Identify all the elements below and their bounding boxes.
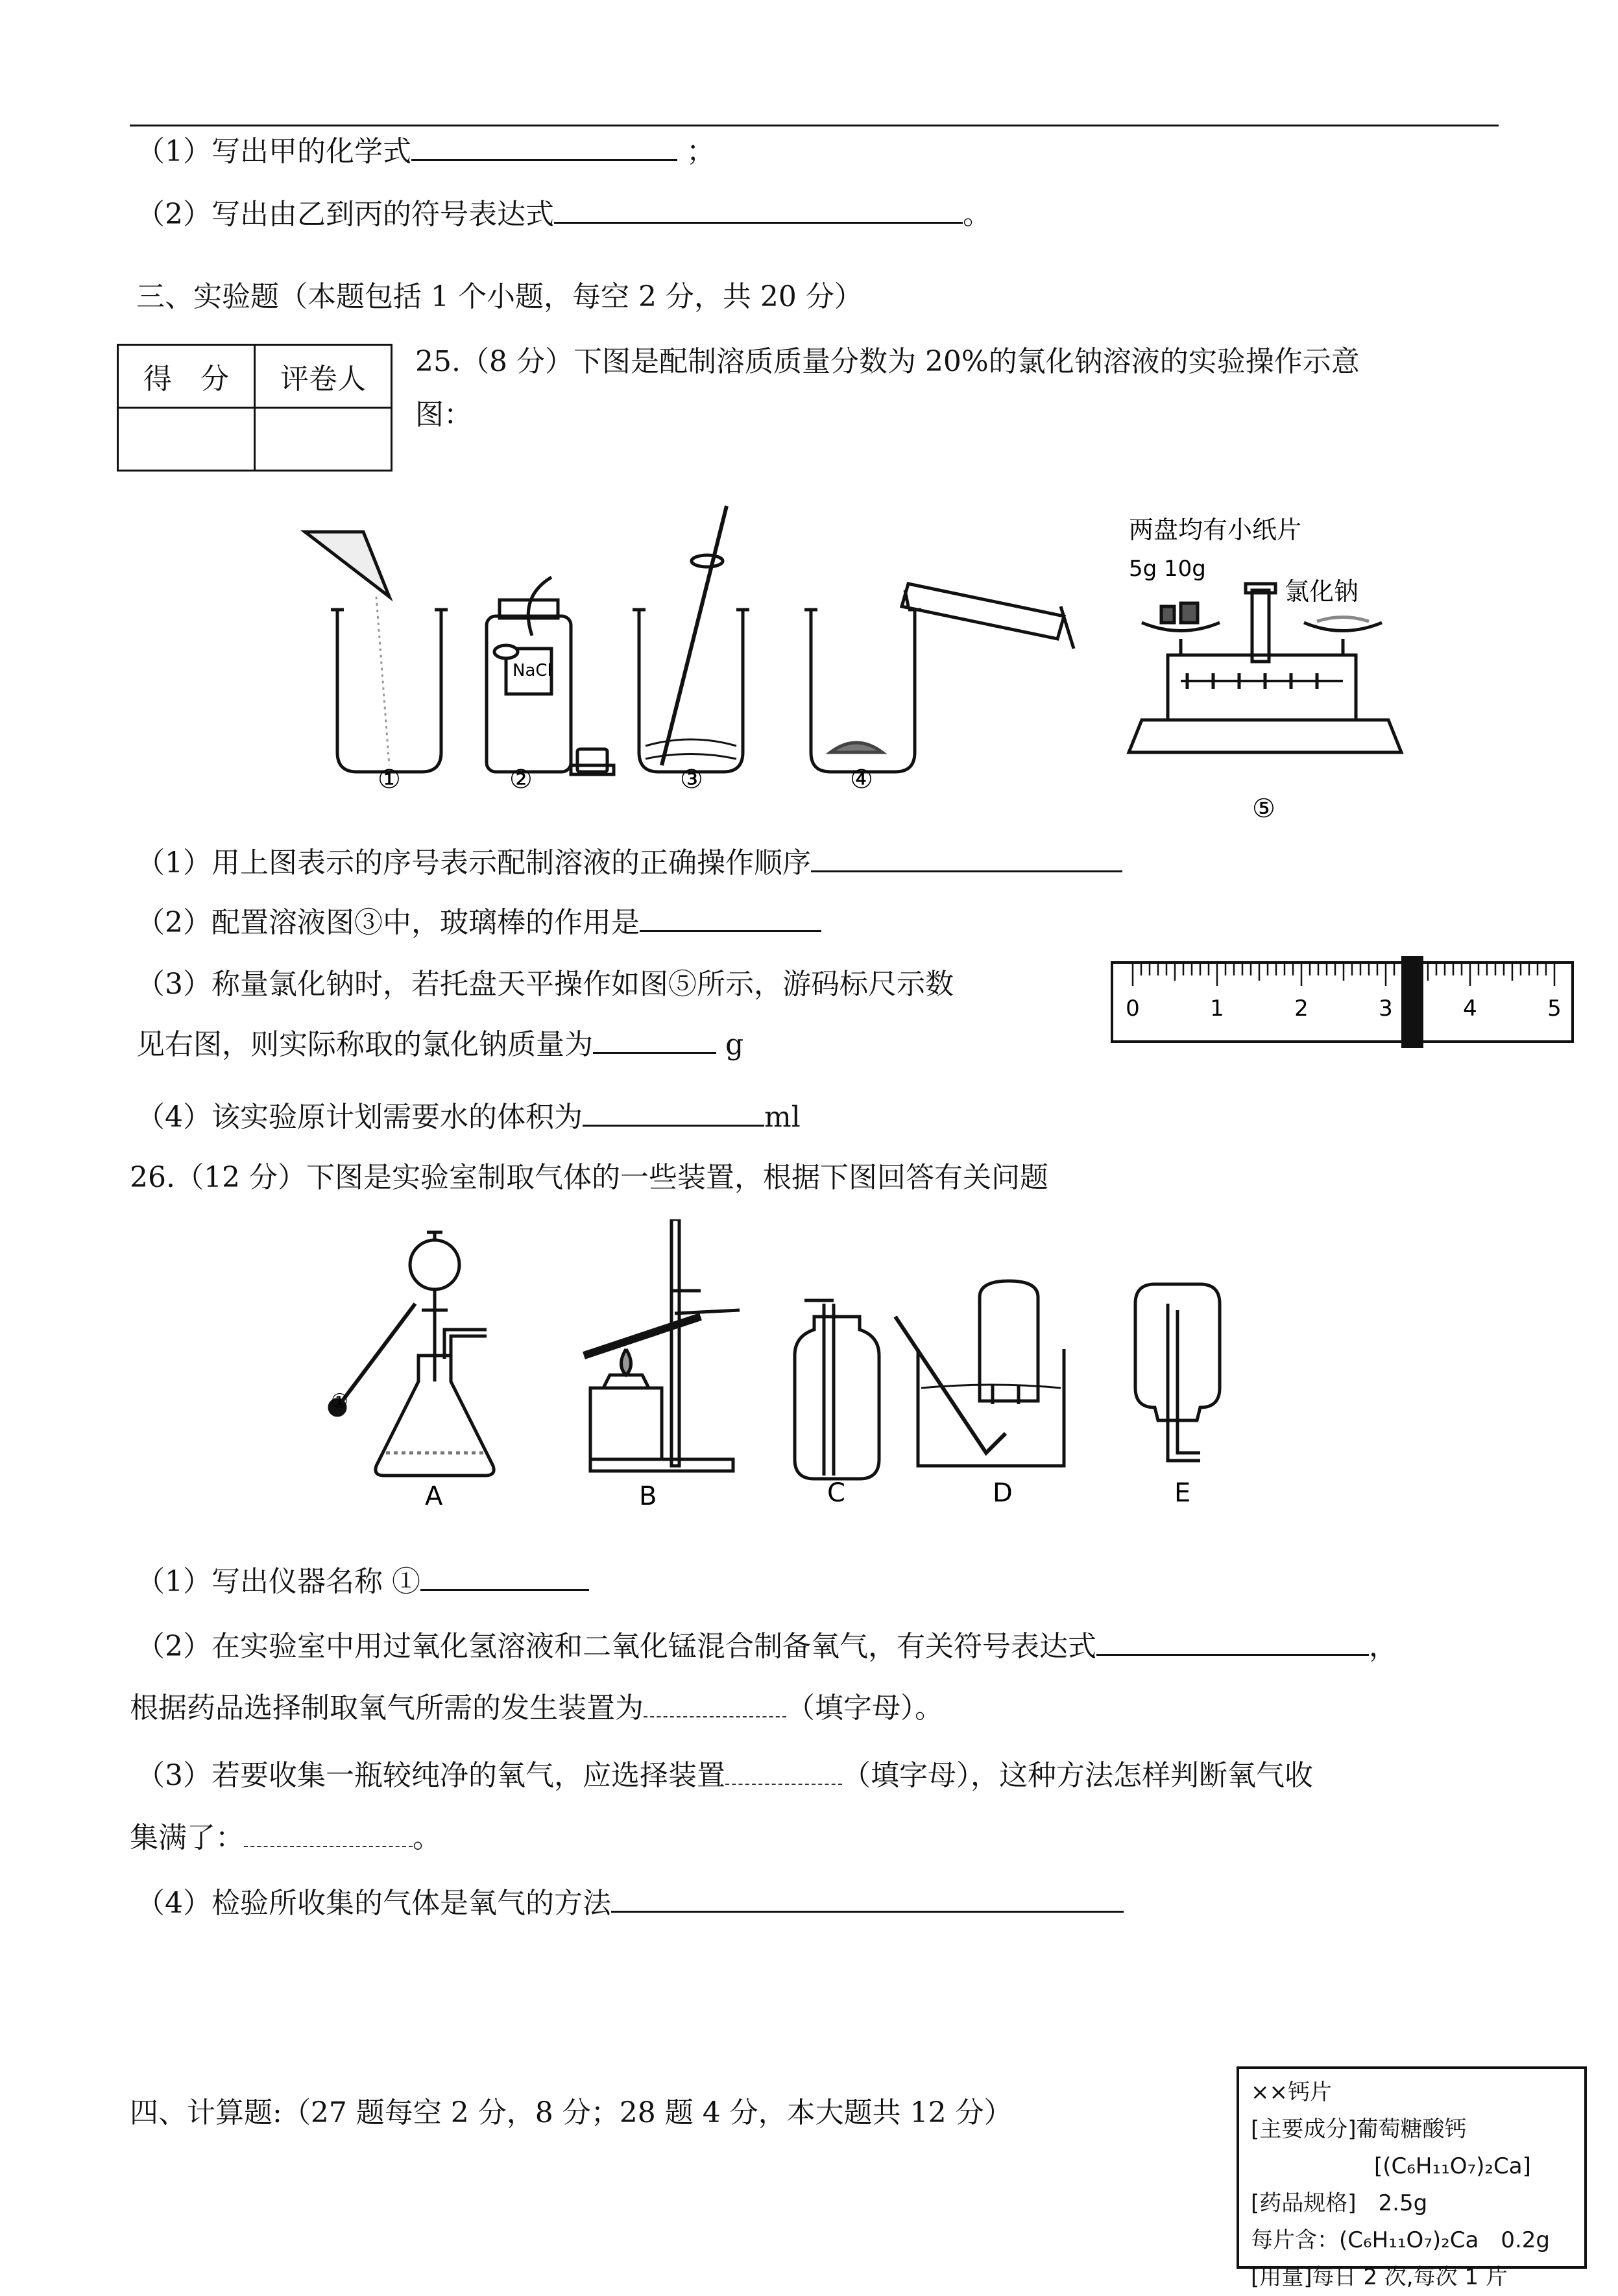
section-3-title: 三、实验题（本题包括 1 个小题，每空 2 分，共 20 分） [136,280,863,313]
answer-blank[interactable] [420,1563,589,1591]
q26-sub4: （4）检验所收集的气体是氧气的方法 [136,1885,1124,1922]
answer-blank[interactable] [611,1885,1124,1913]
beaker-stirring-icon [633,506,749,772]
label-line: 每片含：(C₆H₁₁O₇)₂Ca 0.2g [1251,2227,1550,2253]
question-2-1: （1）写出甲的化学式 ； [136,133,715,170]
apparatus-c-label: C [827,1478,845,1508]
apparatus-a-label: A [425,1481,443,1511]
balance-icon [1129,584,1401,752]
ruler-tick-label: 3 [1379,996,1393,1022]
answer-blank[interactable] [244,1820,413,1847]
answer-blank[interactable] [811,844,1122,872]
answer-blank[interactable] [725,1758,842,1785]
step-4-label: ④ [850,765,873,795]
ruler-tick-label: 5 [1547,996,1562,1022]
ruler-tick-label: 0 [1126,996,1140,1022]
beaker-pouring-icon [305,532,448,772]
weights-label: 5g 10g [1129,556,1206,582]
score-header: 得 分 [118,345,255,408]
gas-bottle-icon [795,1300,879,1479]
water-trough-icon [895,1281,1064,1466]
jar-label: NaCl [513,661,552,680]
apparatus-e-label: E [1174,1478,1191,1508]
section-4-title: 四、计算题:（27 题每空 2 分，8 分；28 题 4 分，本大题共 12 分） [130,2096,1013,2129]
answer-blank[interactable] [644,1690,786,1717]
q26-intro: 26.（12 分）下图是实验室制取气体的一些装置，根据下图回答有关问题 [130,1161,1048,1194]
gas-apparatus-figure [311,1219,1323,1531]
label-line: [药品规格] 2.5g [1251,2190,1428,2216]
calcium-tablet-label [1237,2066,1587,2290]
q26-sub3-line1: （3）若要收集一瓶较纯净的氧气，应选择装置 （填字母），这种方法怎样判断氧气收 [136,1759,1313,1792]
answer-blank[interactable] [554,196,963,224]
question-2-2: （2）写出由乙到丙的符号表达式 。 [136,196,991,233]
header-rule [130,125,1499,126]
grader-header: 评卷人 [255,345,392,408]
q25-intro-line1: 25.（8 分）下图是配制溶质质量分数为 20%的氯化钠溶液的实验操作示意 [415,345,1360,378]
balance-note-label: 两盘均有小纸片 [1129,516,1302,544]
step-1-label: ① [378,765,401,795]
q25-sub4: （4）该实验原计划需要水的体积为 ml [136,1099,801,1136]
apparatus-d-label: D [993,1478,1013,1508]
solution-prep-figure [285,493,1414,856]
instrument-marker-label: ① [331,1390,348,1413]
q25-sub3-line2: 见右图，则实际称取的氯化钠质量为 g [136,1026,743,1063]
score-cell[interactable] [118,408,255,471]
q25-sub3-line1: （3）称量氯化钠时，若托盘天平操作如图⑤所示，游码标尺示数 [136,968,954,1001]
ruler-figure [1109,952,1576,1049]
label-line: [主要成分]葡萄糖酸钙 [1251,2116,1467,2142]
grader-cell[interactable] [255,408,392,471]
q25-sub1: （1）用上图表示的序号表示配制溶液的正确操作顺序 [136,844,1122,881]
q25-intro-line2: 图： [415,398,472,431]
apparatus-b-label: B [639,1481,657,1511]
test-tube-heating-icon [584,1219,740,1471]
step-5-label: ⑤ [1252,794,1275,824]
q26-sub2-line2: 根据药品选择制取氧气所需的发生装置为 （填字母）。 [130,1692,943,1725]
ruler-rider[interactable] [1401,956,1423,1048]
nacl-label: 氯化钠 [1285,577,1359,606]
q26-sub3-line2: 集满了： 。 [130,1821,441,1854]
label-line: ××钙片 [1251,2079,1332,2105]
ruler-tick-label: 2 [1294,996,1309,1022]
label-line: [用量]每日 2 次,每次 1 片 [1251,2264,1508,2290]
step-3-label: ③ [680,765,703,795]
q26-sub2-line1: （2）在实验室中用过氧化氢溶液和二氧化锰混合制备氧气，有关符号表达式 ， [136,1628,1397,1665]
flask-funnel-icon [330,1232,494,1476]
score-table [117,344,392,472]
ruler-tick-label: 1 [1210,996,1224,1022]
beaker-cylinder-icon [804,584,1074,772]
label-line: [(C₆H₁₁O₇)₂Ca] [1374,2153,1531,2179]
q26-sub1: （1）写出仪器名称 ① [136,1563,589,1600]
inverted-bottle-icon [1135,1284,1220,1461]
ruler-tick-label: 4 [1463,996,1477,1022]
q25-sub2: （2）配置溶液图③中，玻璃棒的作用是 [136,904,821,941]
answer-blank[interactable] [411,133,677,161]
step-2-label: ② [509,765,533,795]
answer-blank[interactable] [1096,1628,1369,1656]
answer-blank[interactable] [583,1099,764,1127]
answer-blank[interactable] [593,1026,716,1054]
answer-blank[interactable] [640,904,821,932]
